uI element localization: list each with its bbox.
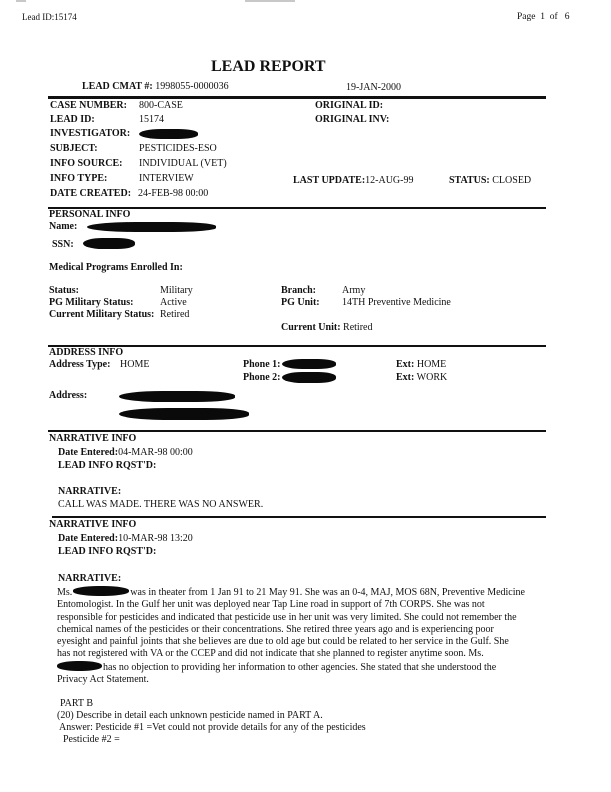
date-entered-value: 10-MAR-98 13:20: [118, 533, 193, 544]
lead-info-rqstd-label: LEAD INFO RQST'D:: [58, 460, 157, 471]
original-id-label: ORIGINAL ID:: [315, 100, 384, 111]
ext2-label: Ext:: [396, 372, 415, 383]
investigator-label: INVESTIGATOR:: [50, 128, 131, 139]
narrative-line: responsible for pesticides and indicated that pesticide use in her unit was very limited. She could not remember the: [57, 611, 517, 623]
address-type-value: HOME: [120, 359, 150, 370]
ssn-label: SSN:: [52, 239, 74, 250]
pg-military-status-label: PG Military Status:: [49, 297, 134, 308]
info-type-value: INTERVIEW: [139, 173, 194, 184]
divider: [52, 516, 546, 518]
date-entered-label: Date Entered:: [58, 447, 119, 458]
name-redaction: [57, 661, 102, 671]
status-label: Status:: [49, 285, 80, 296]
current-military-status-label: Current Military Status:: [49, 309, 155, 320]
narrative-line: eyesight and painful joints that she believes are due to old age but could be related to her service in the Gulf. She: [57, 636, 509, 648]
narrative-line: Privacy Act Statement.: [57, 674, 149, 686]
page-total: 6: [564, 12, 570, 22]
name-redaction: [73, 586, 129, 596]
lead-info-rqstd-label: LEAD INFO RQST'D:: [58, 546, 157, 557]
subject-label: SUBJECT:: [50, 143, 98, 154]
cmat-line: [82, 81, 229, 92]
narrative-info-title: NARRATIVE INFO: [49, 519, 137, 530]
phone1-redaction: [282, 359, 336, 369]
info-source-value: INDIVIDUAL (VET): [139, 158, 227, 169]
part-b-answer: Answer: Pesticide #1 =Vet could not provide details for any of the pesticides: [59, 722, 366, 733]
case-number-value: 800-CASE: [139, 100, 183, 111]
date-entered: [58, 533, 193, 544]
cmat-value: 1998055-0000036: [155, 81, 229, 92]
narrative-line: has not registered with VA or the CCEP and did not indicate that she planned to register anytime soon. Ms.: [57, 648, 484, 660]
current-unit: [281, 322, 372, 333]
narrative-line: chemical names of the pesticides or their concentrations. She retired three years ago and is experiencing poor: [57, 623, 494, 635]
ext2: [396, 372, 447, 383]
narrative-text: CALL WAS MADE. THERE WAS NO ANSWER.: [58, 499, 264, 510]
scan-mark: [245, 0, 295, 2]
pg-military-status-value: Active: [160, 297, 187, 308]
page-current: 1: [540, 12, 545, 22]
original-inv-label: ORIGINAL INV:: [315, 114, 390, 125]
current-military-status-value: Retired: [160, 309, 190, 320]
status-label: STATUS:: [449, 175, 490, 186]
date-entered-value: 04-MAR-98 00:00: [118, 447, 193, 458]
status-value: CLOSED: [492, 175, 532, 186]
part-b-question: (20) Describe in detail each unknown pesticide named in PART A.: [57, 710, 323, 721]
investigator-redaction: [139, 129, 198, 139]
phone2-label: Phone 2:: [243, 372, 281, 383]
page-of: of: [549, 12, 558, 22]
ext2-value: WORK: [416, 372, 448, 383]
last-update: [293, 175, 413, 186]
divider: [48, 96, 546, 99]
status-value: Military: [160, 285, 193, 296]
case-number-label: CASE NUMBER:: [50, 100, 127, 111]
narrative-body: [57, 586, 552, 686]
current-unit-label: Current Unit:: [281, 322, 341, 333]
name-redaction: [87, 222, 216, 232]
info-type-label: INFO TYPE:: [50, 173, 108, 184]
ext1: [396, 359, 446, 370]
address-label: Address:: [49, 390, 88, 401]
page-label: Page: [517, 12, 536, 22]
divider: [48, 430, 546, 432]
narrative-label: NARRATIVE:: [58, 573, 122, 584]
address-line2-redaction: [119, 408, 249, 420]
narrative-line: has no objection to providing her information to other agencies. She stated that she understood the: [57, 661, 552, 674]
branch-value: Army: [342, 285, 366, 296]
lead-id-label: LEAD ID:: [50, 114, 95, 125]
branch-label: Branch:: [281, 285, 316, 296]
date-created-label: DATE CREATED:: [50, 188, 132, 199]
status: [449, 175, 531, 186]
last-update-value: 12-AUG-99: [365, 175, 414, 186]
narrative-line: Entomologist. In the Gulf her unit was deployed near Tap Line road in support of 7th CORPS. She was not: [57, 599, 485, 611]
date-entered-label: Date Entered:: [58, 533, 119, 544]
pg-unit-label: PG Unit:: [281, 297, 320, 308]
header-lead-id: Lead ID:15174: [22, 12, 77, 22]
part-b-title: PART B: [60, 698, 94, 709]
page-indicator: [517, 12, 570, 22]
date-created-value: 24-FEB-98 00:00: [138, 188, 209, 199]
medical-programs-label: Medical Programs Enrolled In:: [49, 262, 183, 273]
cmat-label: LEAD CMAT #:: [82, 81, 153, 92]
report-date: 19-JAN-2000: [346, 82, 401, 93]
phone1-label: Phone 1:: [243, 359, 281, 370]
report-title: LEAD REPORT: [211, 58, 326, 75]
personal-info-title: PERSONAL INFO: [49, 209, 131, 220]
address-type-label: Address Type:: [49, 359, 111, 370]
ssn-redaction: [83, 238, 135, 249]
info-source-label: INFO SOURCE:: [50, 158, 123, 169]
name-label: Name:: [49, 221, 78, 232]
scan-mark: [16, 0, 26, 2]
date-entered: [58, 447, 193, 458]
narrative-info-title: NARRATIVE INFO: [49, 433, 137, 444]
part-b-pesticide-2: Pesticide #2 =: [63, 734, 120, 745]
narrative-label: NARRATIVE:: [58, 486, 122, 497]
ext1-value: HOME: [416, 359, 447, 370]
address-info-title: ADDRESS INFO: [49, 347, 124, 358]
address-line1-redaction: [119, 391, 235, 402]
phone2-redaction: [282, 372, 336, 383]
narrative-line: Ms. was in theater from 1 Jan 91 to 21 May 91. She was an 0-4, MAJ, MOS 68N, Preventive Medicine: [57, 587, 525, 598]
pg-unit-value: 14TH Preventive Medicine: [342, 297, 451, 308]
ext1-label: Ext:: [396, 359, 415, 370]
last-update-label: LAST UPDATE:: [293, 175, 366, 186]
current-unit-value: Retired: [343, 322, 373, 333]
lead-id-value: 15174: [139, 114, 164, 125]
subject-value: PESTICIDES-ESO: [139, 143, 217, 154]
